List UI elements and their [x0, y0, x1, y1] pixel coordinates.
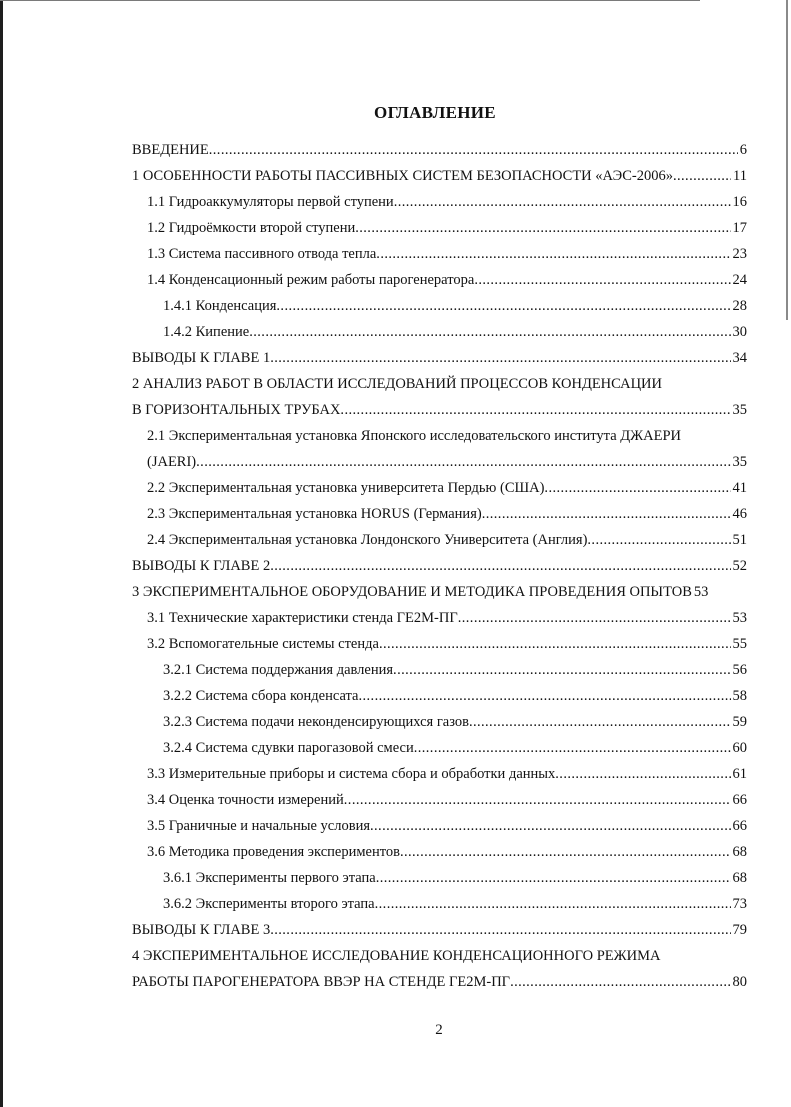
- dot-leader: [555, 761, 730, 787]
- toc-entry-page: 66: [732, 818, 747, 834]
- toc-entry-conclusions-3[interactable]: [132, 917, 747, 943]
- dot-leader: [375, 891, 731, 917]
- toc-entry-3-2-3[interactable]: [163, 709, 747, 735]
- toc-entry-page: 73: [732, 896, 747, 912]
- dot-leader: [544, 475, 730, 501]
- toc-entry-1-3[interactable]: [147, 241, 747, 267]
- toc-entry-page: 34: [732, 350, 747, 366]
- toc-entry-text: ВВЕДЕНИЕ: [132, 142, 209, 158]
- toc-entry-text: 3.6.1 Эксперименты первого этапа: [163, 870, 376, 886]
- dot-leader: [400, 839, 731, 865]
- toc-entry-page: 46: [732, 506, 747, 522]
- toc-entry-text: В ГОРИЗОНТАЛЬНЫХ ТРУБАХ: [132, 402, 341, 418]
- dot-leader: [393, 657, 730, 683]
- toc-entry-conclusions-2[interactable]: [132, 553, 747, 579]
- toc-entry-chapter-4[interactable]: [132, 943, 747, 969]
- toc-entry-text: 3.4 Оценка точности измерений: [147, 792, 344, 808]
- toc-entry-text: ВЫВОДЫ К ГЛАВЕ 2: [132, 558, 271, 574]
- toc-entry-text: 3.5 Граничные и начальные условия: [147, 818, 370, 834]
- toc-entry-text: 3.3 Измерительные приборы и система сбора и обработки данных: [147, 766, 556, 782]
- toc-entry-text: 3.2.2 Система сбора конденсата: [163, 688, 359, 704]
- toc-entry-1-2[interactable]: [147, 215, 747, 241]
- dot-leader: [340, 397, 730, 423]
- toc-entry-text: 4 ЭКСПЕРИМЕНТАЛЬНОЕ ИССЛЕДОВАНИЕ КОНДЕНСАЦИОННОГО РЕЖИМА: [132, 948, 661, 964]
- toc-entry-3-3[interactable]: [147, 761, 747, 787]
- toc-entry-2-1[interactable]: [147, 423, 747, 449]
- scan-top-edge: [0, 0, 700, 1]
- toc-entry-text: 3.2.3 Система подачи неконденсирующихся газов: [163, 714, 469, 730]
- dot-leader: [270, 553, 730, 579]
- toc-entry-conclusions-1[interactable]: [132, 345, 747, 371]
- toc-title: ОГЛАВЛЕНИЕ: [374, 103, 496, 123]
- toc-entry-page: 52: [732, 558, 747, 574]
- toc-entry-page: 60: [732, 740, 747, 756]
- toc-entry-page: 23: [732, 246, 747, 262]
- toc-entry-page: 11: [733, 168, 747, 184]
- toc-entry-1-4-1[interactable]: [163, 293, 747, 319]
- dot-leader: [474, 267, 730, 293]
- toc-entry-page: 6: [739, 142, 747, 158]
- toc-entry-text: ВЫВОДЫ К ГЛАВЕ 3: [132, 922, 271, 938]
- dot-leader: [376, 241, 730, 267]
- toc-entry-3-1[interactable]: [147, 605, 747, 631]
- toc-entry-page: 79: [732, 922, 747, 938]
- toc-entry-page: 61: [732, 766, 747, 782]
- toc-entry-text: (JAERI): [147, 454, 197, 470]
- toc-entry-page: 53: [693, 584, 709, 600]
- toc-entry-text: 2.2 Экспериментальная установка университета Пердью (США): [147, 480, 545, 496]
- toc-entry-text: 3 ЭКСПЕРИМЕНТАЛЬНОЕ ОБОРУДОВАНИЕ И МЕТОДИКА ПРОВЕДЕНИЯ ОПЫТОВ: [132, 584, 692, 600]
- toc-entry-introduction[interactable]: [132, 137, 747, 163]
- toc-entry-2-2[interactable]: [147, 475, 747, 501]
- toc-entry-3-2-2[interactable]: [163, 683, 747, 709]
- toc-entry-page: 30: [732, 324, 747, 340]
- toc-entry-text: 3.1 Технические характеристики стенда ГЕ2М-ПГ: [147, 610, 458, 626]
- dot-leader: [249, 319, 730, 345]
- dot-leader: [344, 787, 731, 813]
- table-of-contents: [0, 137, 791, 995]
- toc-entry-chapter-2-continued[interactable]: [132, 397, 747, 423]
- toc-entry-text: РАБОТЫ ПАРОГЕНЕРАТОРА ВВЭР НА СТЕНДЕ ГЕ2М-ПГ: [132, 974, 511, 990]
- toc-entry-2-4[interactable]: [147, 527, 747, 553]
- toc-entry-text: 3.2.1 Система поддержания давления: [163, 662, 394, 678]
- toc-entry-2-3[interactable]: [147, 501, 747, 527]
- toc-entry-page: 66: [732, 792, 747, 808]
- dot-leader: [355, 215, 730, 241]
- toc-entry-text: 3.2 Вспомогательные системы стенда: [147, 636, 379, 652]
- dot-leader: [270, 345, 730, 371]
- toc-entry-3-2-4[interactable]: [163, 735, 747, 761]
- dot-leader: [376, 865, 731, 891]
- toc-entry-page: 58: [732, 688, 747, 704]
- toc-entry-1-4[interactable]: [147, 267, 747, 293]
- dot-leader: [482, 501, 731, 527]
- dot-leader: [196, 449, 730, 475]
- dot-leader: [209, 137, 738, 163]
- toc-entry-page: 55: [732, 636, 747, 652]
- toc-entry-chapter-4-continued[interactable]: [132, 969, 747, 995]
- toc-entry-text: 1.4 Конденсационный режим работы парогенератора: [147, 272, 475, 288]
- toc-entry-text: 1.2 Гидроёмкости второй ступени: [147, 220, 356, 236]
- toc-entry-text: 1.1 Гидроаккумуляторы первой ступени: [147, 194, 394, 210]
- dot-leader: [394, 189, 731, 215]
- toc-entry-3-6[interactable]: [147, 839, 747, 865]
- toc-entry-text: 1.4.1 Конденсация: [163, 298, 277, 314]
- dot-leader: [358, 683, 730, 709]
- toc-entry-text: 3.6.2 Эксперименты второго этапа: [163, 896, 375, 912]
- toc-entry-page: 68: [732, 844, 747, 860]
- toc-entry-text: 2.1 Экспериментальная установка Японского исследовательского института ДЖАЕРИ: [147, 428, 682, 444]
- toc-entry-1-1[interactable]: [147, 189, 747, 215]
- toc-entry-text: 3.6 Методика проведения экспериментов: [147, 844, 400, 860]
- toc-entry-page: 16: [732, 194, 747, 210]
- toc-entry-page: 41: [732, 480, 747, 496]
- toc-entry-page: 53: [732, 610, 747, 626]
- toc-entry-3-6-1[interactable]: [163, 865, 747, 891]
- toc-entry-1-4-2[interactable]: [163, 319, 747, 345]
- toc-entry-text: 3.2.4 Система сдувки парогазовой смеси: [163, 740, 414, 756]
- dot-leader: [414, 735, 731, 761]
- toc-entry-page: 28: [732, 298, 747, 314]
- dot-leader: [276, 293, 730, 319]
- toc-entry-page: 59: [732, 714, 747, 730]
- dot-leader: [673, 163, 731, 189]
- dot-leader: [587, 527, 730, 553]
- toc-entry-text: 1.3 Система пассивного отвода тепла: [147, 246, 377, 262]
- toc-entry-page: 68: [732, 870, 747, 886]
- toc-entry-text: 2.3 Экспериментальная установка HORUS (Германия): [147, 506, 482, 522]
- toc-entry-page: 35: [732, 454, 747, 470]
- toc-entry-chapter-3[interactable]: [132, 579, 747, 605]
- dot-leader: [270, 917, 730, 943]
- toc-entry-page: 17: [732, 220, 747, 236]
- toc-entry-3-6-2[interactable]: [163, 891, 747, 917]
- toc-entry-chapter-2[interactable]: [132, 371, 747, 397]
- dot-leader: [458, 605, 731, 631]
- dot-leader: [379, 631, 731, 657]
- toc-entry-page: 56: [732, 662, 747, 678]
- toc-entry-3-2-1[interactable]: [163, 657, 747, 683]
- toc-entry-page: 80: [732, 974, 747, 990]
- toc-entry-text: 1 ОСОБЕННОСТИ РАБОТЫ ПАССИВНЫХ СИСТЕМ БЕЗОПАСНОСТИ «АЭС-2006»: [132, 168, 673, 184]
- toc-entry-text: 1.4.2 Кипение: [163, 324, 250, 340]
- toc-entry-text: ВЫВОДЫ К ГЛАВЕ 1: [132, 350, 271, 366]
- toc-entry-page: 24: [732, 272, 747, 288]
- toc-entry-page: 51: [732, 532, 747, 548]
- toc-entry-3-2[interactable]: [147, 631, 747, 657]
- dot-leader: [469, 709, 731, 735]
- toc-entry-3-4[interactable]: [147, 787, 747, 813]
- toc-entry-page: 35: [732, 402, 747, 418]
- dot-leader: [510, 969, 730, 995]
- dot-leader: [370, 813, 731, 839]
- toc-entry-3-5[interactable]: [147, 813, 747, 839]
- page-number: 2: [435, 1022, 443, 1038]
- toc-entry-text: 2.4 Экспериментальная установка Лондонского Университета (Англия): [147, 532, 588, 548]
- toc-entry-2-1-continued[interactable]: [147, 449, 747, 475]
- toc-entry-text: 2 АНАЛИЗ РАБОТ В ОБЛАСТИ ИССЛЕДОВАНИЙ ПРОЦЕССОВ КОНДЕНСАЦИИ: [132, 376, 662, 392]
- toc-entry-chapter-1[interactable]: [132, 163, 747, 189]
